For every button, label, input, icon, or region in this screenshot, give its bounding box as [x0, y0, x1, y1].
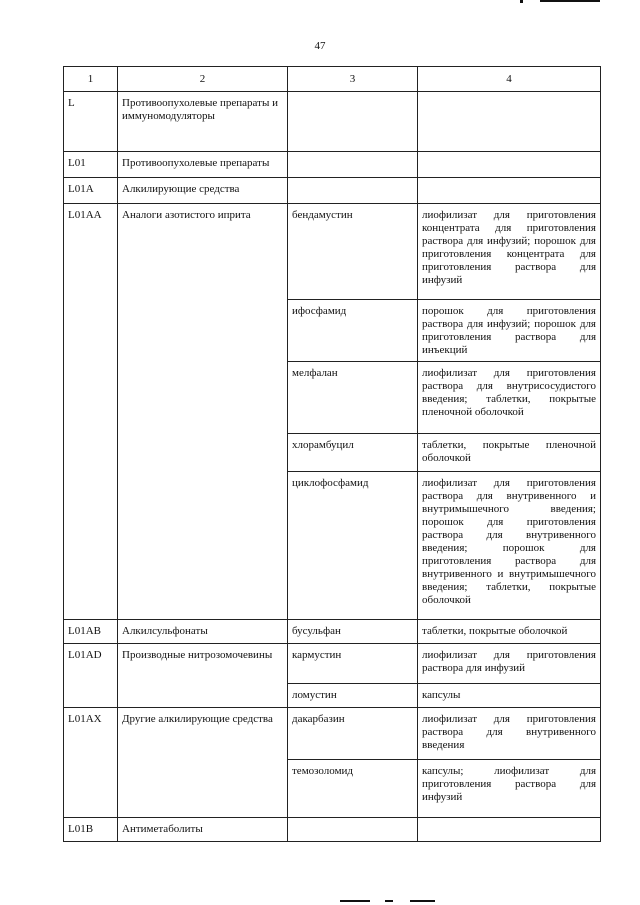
- drug-name: бусульфан: [288, 620, 418, 644]
- dosage-form: [418, 178, 601, 204]
- medication-table: [63, 66, 601, 842]
- scan-mark: [410, 900, 435, 902]
- table-row: [64, 818, 601, 842]
- atc-code: L01AA: [64, 204, 118, 620]
- table-row: [64, 644, 601, 684]
- group-name: Другие алкилирующие средства: [118, 708, 288, 818]
- atc-code: L: [64, 92, 118, 152]
- drug-name: [288, 152, 418, 178]
- dosage-form: [418, 818, 601, 842]
- dosage-form: лиофилизат для приготовления раствора для инфузий: [418, 644, 601, 684]
- dosage-form: [418, 152, 601, 178]
- drug-name: мелфалан: [288, 362, 418, 434]
- drug-name: [288, 92, 418, 152]
- table-row: [64, 178, 601, 204]
- dosage-form: капсулы: [418, 684, 601, 708]
- group-name: Алкилсульфонаты: [118, 620, 288, 644]
- group-name: Противоопухолевые препараты: [118, 152, 288, 178]
- dosage-form: лиофилизат для приготовления раствора для внутривенного и внутримышечного введения; порошок для приготовления раствора для внутривенного введения; порошок для приготовления раствора для внутривенного и внутримышечного введения; таблетки, покрытые оболочкой: [418, 472, 601, 620]
- dosage-form: таблетки, покрытые оболочкой: [418, 620, 601, 644]
- header-col-3: 3: [288, 67, 418, 92]
- table-row: [64, 708, 601, 760]
- scan-mark: [540, 0, 600, 2]
- drug-name: [288, 178, 418, 204]
- dosage-form: таблетки, покрытые пленочной оболочкой: [418, 434, 601, 472]
- scan-mark: [340, 900, 370, 902]
- drug-name: ломустин: [288, 684, 418, 708]
- atc-code: L01: [64, 152, 118, 178]
- group-name: Алкилирующие средства: [118, 178, 288, 204]
- dosage-form: капсулы; лиофилизат для приготовления раствора для инфузий: [418, 760, 601, 818]
- drug-name: хлорамбуцил: [288, 434, 418, 472]
- atc-code: L01A: [64, 178, 118, 204]
- table-row: [64, 204, 601, 300]
- group-name: Аналоги азотистого иприта: [118, 204, 288, 620]
- drug-name: дакарбазин: [288, 708, 418, 760]
- group-name: Антиметаболиты: [118, 818, 288, 842]
- drug-name: кармустин: [288, 644, 418, 684]
- table-row: [64, 152, 601, 178]
- drug-name: циклофосфамид: [288, 472, 418, 620]
- drug-name: темозоломид: [288, 760, 418, 818]
- drug-name: ифосфамид: [288, 300, 418, 362]
- drug-name: [288, 818, 418, 842]
- atc-code: L01AD: [64, 644, 118, 708]
- dosage-form: [418, 92, 601, 152]
- scan-mark: [385, 900, 393, 902]
- header-col-1: 1: [64, 67, 118, 92]
- dosage-form: порошок для приготовления раствора для инфузий; порошок для приготовления раствора для инъекций: [418, 300, 601, 362]
- atc-code: L01AX: [64, 708, 118, 818]
- drug-name: бендамустин: [288, 204, 418, 300]
- dosage-form: лиофилизат для приготовления концентрата для приготовления раствора для инфузий; порошок для приготовления концентрата для приготовления раствора для инфузий: [418, 204, 601, 300]
- dosage-form: лиофилизат для приготовления раствора для внутрисосудистого введения; таблетки, покрытые пленочной оболочкой: [418, 362, 601, 434]
- page-number: 47: [314, 40, 326, 52]
- group-name: Противоопухолевые препараты и иммуномодуляторы: [118, 92, 288, 152]
- atc-code: L01B: [64, 818, 118, 842]
- table-row: [64, 620, 601, 644]
- header-col-4: 4: [418, 67, 601, 92]
- dosage-form: лиофилизат для приготовления раствора для внутривенного введения: [418, 708, 601, 760]
- table-row: [64, 92, 601, 152]
- scan-mark: [520, 0, 523, 3]
- table-header-row: [64, 67, 601, 92]
- atc-code: L01AB: [64, 620, 118, 644]
- group-name: Производные нитрозомочевины: [118, 644, 288, 708]
- header-col-2: 2: [118, 67, 288, 92]
